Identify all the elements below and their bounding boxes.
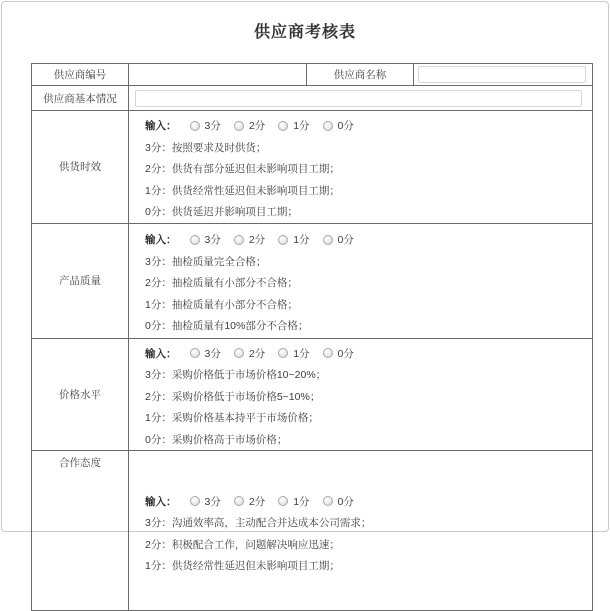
criteria-line: 0分：采购价格高于市场价格； bbox=[145, 433, 288, 446]
basic-info-label: 供应商基本情况 bbox=[32, 86, 129, 111]
radio-icon[interactable] bbox=[278, 121, 288, 131]
radio-option-3[interactable] bbox=[190, 346, 221, 361]
criteria-line: 3分：采购价格低于市场价格10~20%； bbox=[145, 369, 327, 382]
criteria-line: 1分：采购价格基本持平于市场价格； bbox=[145, 412, 319, 425]
score-input-line bbox=[145, 491, 592, 513]
radio-option-label: 1分 bbox=[293, 120, 310, 133]
radio-option-0[interactable] bbox=[323, 118, 354, 133]
radio-icon[interactable] bbox=[323, 496, 333, 506]
radio-option-1[interactable] bbox=[278, 346, 309, 361]
radio-icon[interactable] bbox=[234, 121, 244, 131]
radio-option-label: 3分 bbox=[204, 495, 221, 508]
section-label: 合作态度 bbox=[32, 451, 129, 611]
radio-option-label: 2分 bbox=[248, 347, 266, 360]
section-row-product-quality bbox=[32, 223, 593, 338]
criteria-line: 3分：沟通效率高，主动配合并达成本公司需求； bbox=[145, 517, 372, 530]
radio-option-label: 2分 bbox=[248, 234, 266, 246]
radio-option-2[interactable] bbox=[234, 118, 265, 133]
section-row-price-level bbox=[32, 338, 593, 451]
radio-option-3[interactable] bbox=[190, 118, 221, 133]
radio-option-1[interactable] bbox=[278, 232, 309, 247]
section-content bbox=[129, 338, 593, 451]
header-row bbox=[32, 64, 593, 86]
supplier-name-cell bbox=[414, 64, 593, 86]
radio-option-label: 1分 bbox=[293, 495, 310, 508]
radio-option-label: 0分 bbox=[337, 495, 354, 508]
assessment-table bbox=[31, 63, 593, 611]
radio-option-label: 3分 bbox=[204, 234, 221, 246]
radio-option-1[interactable] bbox=[278, 494, 309, 509]
radio-icon[interactable] bbox=[323, 121, 333, 131]
radio-icon[interactable] bbox=[234, 496, 244, 506]
radio-icon[interactable] bbox=[190, 496, 200, 506]
section-label: 价格水平 bbox=[32, 338, 129, 451]
radio-option-label: 3分 bbox=[204, 347, 221, 360]
criteria-line: 2分：抽检质量有小部分不合格； bbox=[145, 277, 298, 289]
radio-icon[interactable] bbox=[234, 348, 244, 358]
radio-option-0[interactable] bbox=[323, 232, 354, 247]
radio-option-label: 2分 bbox=[248, 495, 266, 508]
supplier-name-label: 供应商名称 bbox=[307, 64, 414, 86]
radio-option-2[interactable] bbox=[234, 346, 265, 361]
radio-icon[interactable] bbox=[190, 235, 200, 245]
radio-option-3[interactable] bbox=[190, 232, 221, 247]
basic-info-cell bbox=[129, 86, 593, 111]
basic-info-input[interactable] bbox=[135, 90, 582, 107]
radio-option-1[interactable] bbox=[278, 118, 309, 133]
score-input-line bbox=[145, 229, 592, 251]
score-input-line bbox=[145, 115, 592, 137]
criteria-line: 1分：供货经常性延迟但未影响项目工期； bbox=[145, 184, 340, 197]
section-row-cooperation-attitude bbox=[32, 451, 593, 611]
section-content bbox=[129, 111, 593, 224]
radio-icon[interactable] bbox=[323, 348, 333, 358]
radio-option-2[interactable] bbox=[234, 494, 265, 509]
supplier-name-input[interactable] bbox=[418, 66, 586, 83]
radio-option-label: 0分 bbox=[337, 234, 354, 246]
supplier-no-value-cell bbox=[129, 64, 307, 86]
section-row-supply-timeliness bbox=[32, 111, 593, 224]
criteria-line: 1分：供货经常性延迟但未影响项目工期； bbox=[145, 560, 340, 573]
radio-option-label: 1分 bbox=[293, 347, 310, 360]
score-input-label: 输入： bbox=[145, 495, 177, 508]
criteria-line: 3分：按照要求及时供货； bbox=[145, 141, 267, 154]
radio-option-0[interactable] bbox=[323, 346, 354, 361]
section-label: 产品质量 bbox=[32, 223, 129, 338]
page-title: 供应商考核表 bbox=[253, 24, 356, 41]
criteria-line: 0分：供货延迟并影响项目工期； bbox=[145, 206, 298, 219]
radio-icon[interactable] bbox=[278, 496, 288, 506]
section-content bbox=[129, 223, 593, 338]
radio-icon[interactable] bbox=[278, 235, 288, 245]
criteria-line: 2分：积极配合工作，问题解决响应迅速； bbox=[145, 538, 340, 551]
radio-icon[interactable] bbox=[190, 121, 200, 131]
radio-option-label: 1分 bbox=[293, 234, 310, 246]
criteria-line: 3分：抽检质量完全合格； bbox=[145, 255, 267, 268]
score-input-label: 输入： bbox=[145, 234, 177, 246]
criteria-line: 2分：供货有部分延迟但未影响项目工期； bbox=[145, 163, 340, 176]
score-input-label: 输入： bbox=[145, 120, 177, 133]
criteria-line: 2分：采购价格低于市场价格5~10%； bbox=[145, 390, 321, 403]
radio-icon[interactable] bbox=[234, 235, 244, 245]
score-input-line bbox=[145, 343, 592, 365]
radio-icon[interactable] bbox=[278, 348, 288, 358]
section-label: 供货时效 bbox=[32, 111, 129, 224]
radio-option-label: 0分 bbox=[337, 347, 354, 360]
radio-icon[interactable] bbox=[323, 235, 333, 245]
score-input-label: 输入： bbox=[145, 347, 177, 360]
criteria-line: 1分：抽检质量有小部分不合格； bbox=[145, 298, 298, 311]
radio-option-label: 0分 bbox=[337, 120, 354, 133]
form-page bbox=[1, 1, 609, 573]
supplier-no-label: 供应商编号 bbox=[32, 64, 129, 86]
basic-info-row bbox=[32, 86, 593, 111]
radio-icon[interactable] bbox=[190, 348, 200, 358]
section-content bbox=[129, 451, 593, 611]
radio-option-label: 2分 bbox=[248, 120, 266, 133]
criteria-line: 0分：抽检质量有10%部分不合格； bbox=[145, 320, 309, 332]
radio-option-label: 3分 bbox=[204, 120, 221, 133]
radio-option-0[interactable] bbox=[323, 494, 354, 509]
radio-option-2[interactable] bbox=[234, 232, 265, 247]
radio-option-3[interactable] bbox=[190, 494, 221, 509]
